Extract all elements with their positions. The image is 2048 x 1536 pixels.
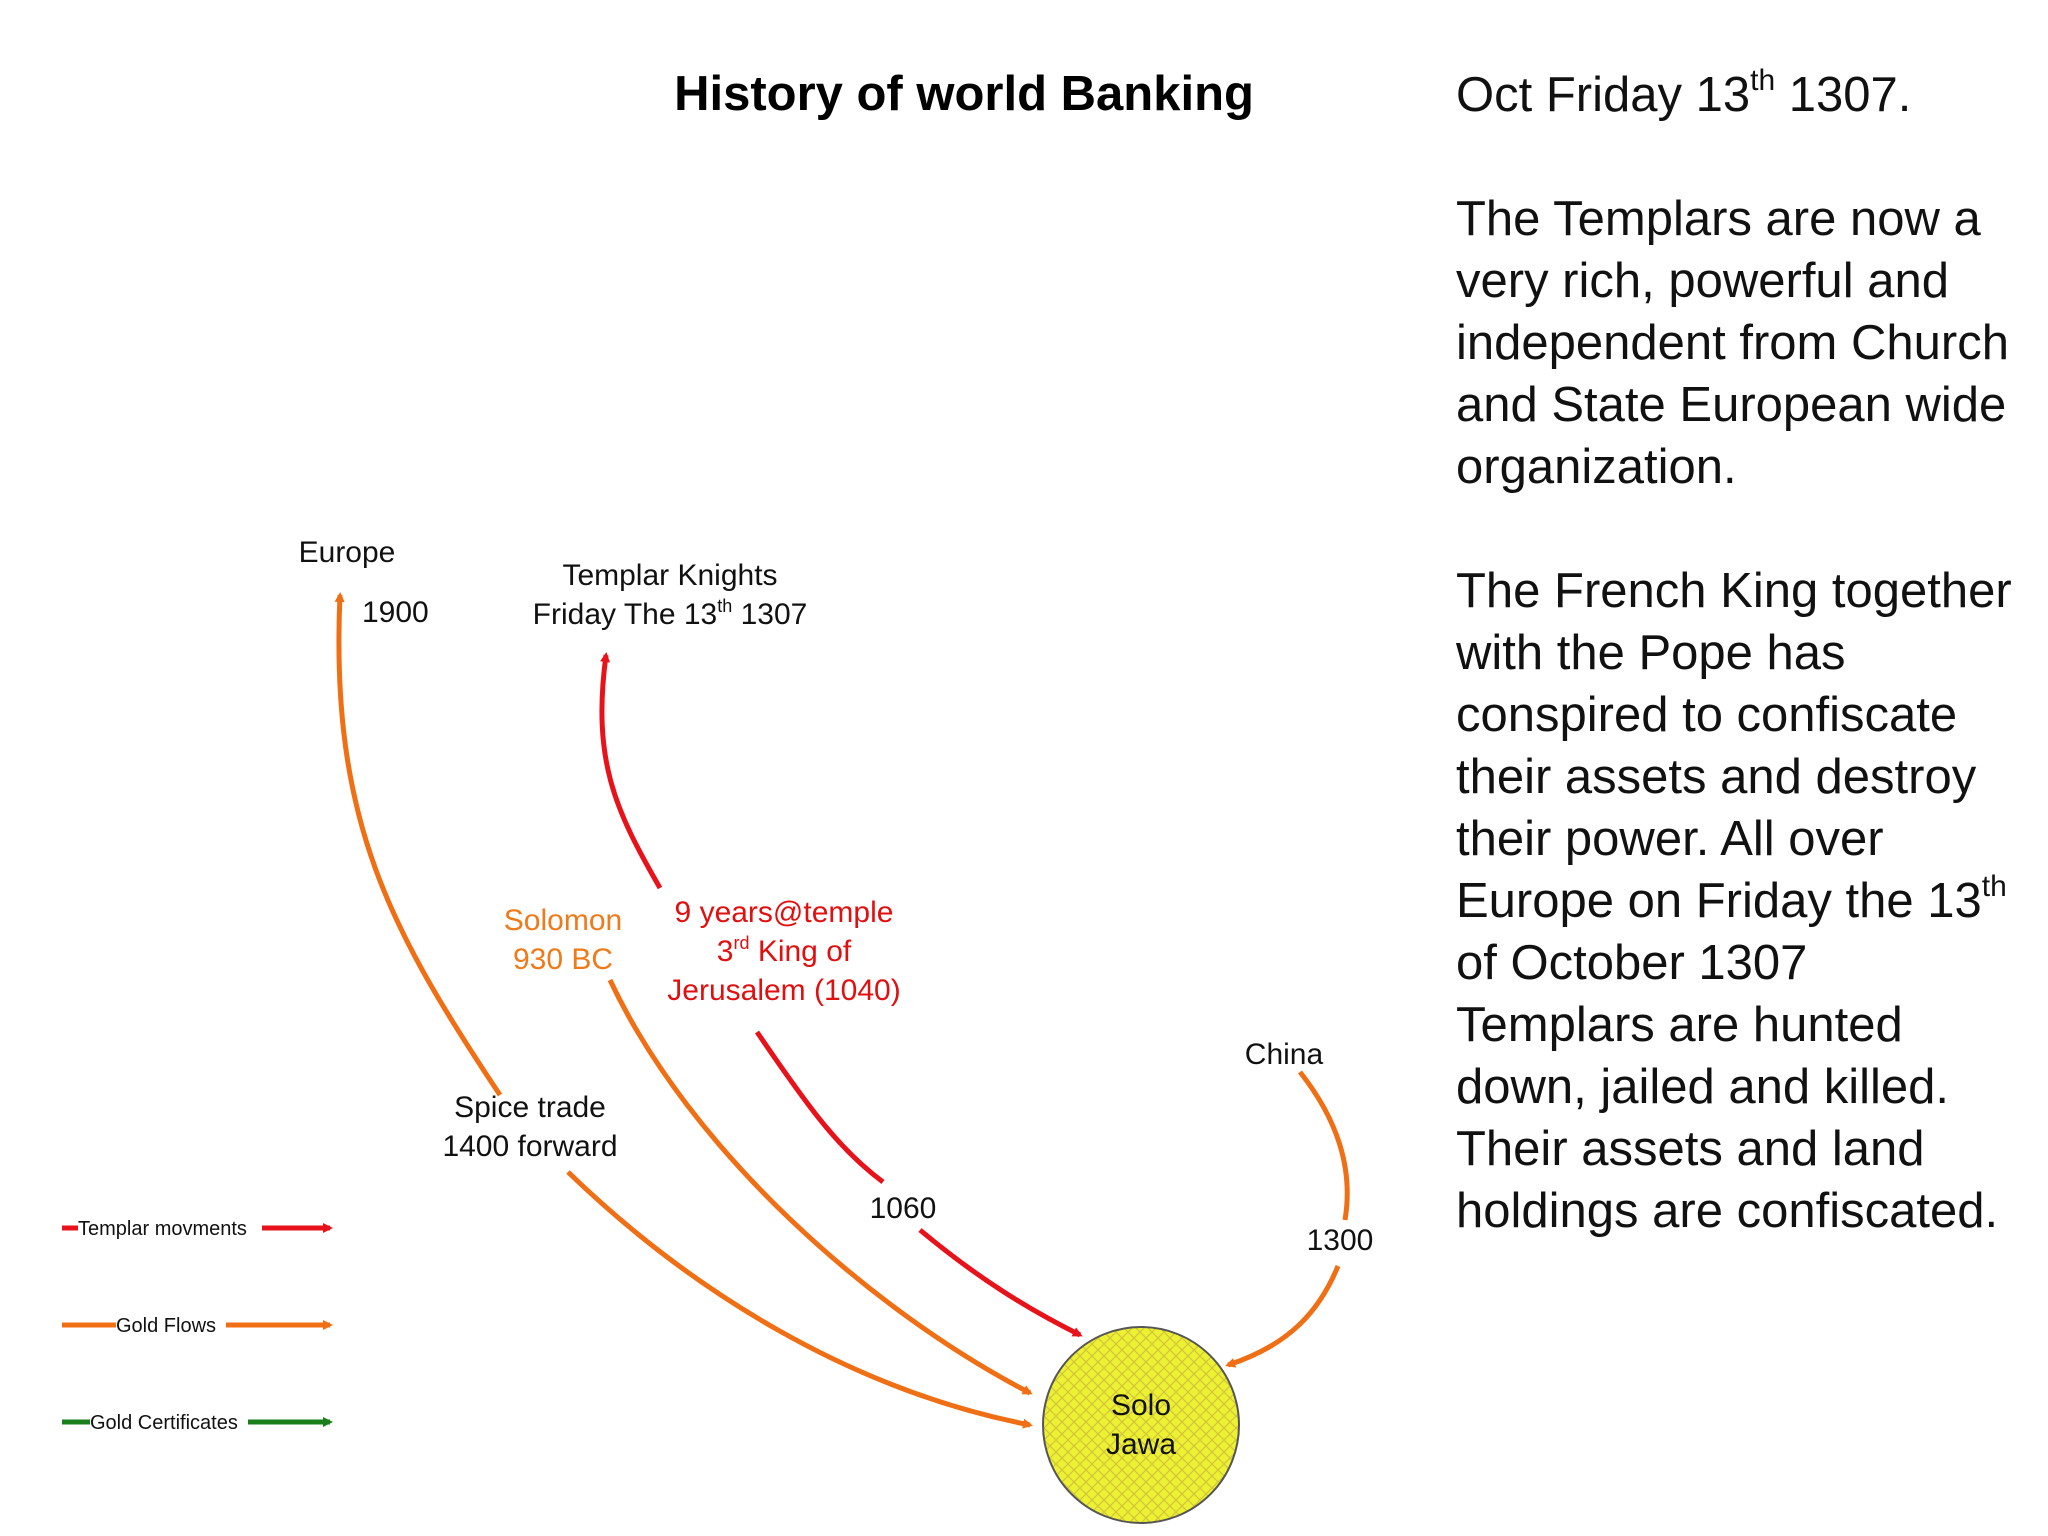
europe-year: 1900 (362, 596, 429, 629)
solo-jawa-circle (1043, 1327, 1239, 1523)
spice-forward-label: 1400 forward (442, 1130, 618, 1163)
spice-trade-label: Spice trade (454, 1091, 606, 1124)
french-king-paragraph: The French King together with the Pope has conspired to confiscate their assets and destroy their power. All over Europe on Friday the 13th of October 1307 Templars are hunted down, jailed and killed. Their assets and land holdings are confiscated. (1456, 564, 2012, 1238)
legend-gold-label: Gold Flows (116, 1315, 217, 1337)
templar-date-label: Friday The 13th 1307 (532, 596, 808, 631)
diagram-title: History of world Banking (674, 67, 1254, 121)
china-year: 1300 (1306, 1224, 1374, 1257)
arrow-1300-to-solo (1228, 1266, 1338, 1365)
templar-year: 1060 (869, 1192, 937, 1225)
europe-label: Europe (298, 536, 396, 569)
temple-years-label: 9 years@temple (674, 896, 894, 929)
china-label: China (1244, 1038, 1324, 1071)
arrow-china-to-solo (1300, 1072, 1347, 1220)
arrow-spice-to-europe (339, 595, 500, 1095)
arrow-spice-to-solo (568, 1172, 1030, 1425)
templar-knights-label: Templar Knights (562, 559, 778, 592)
templars-paragraph: The Templars are now a very rich, powerful and independent from Church and State European wide organization. (1456, 192, 2009, 494)
temple-king-label: 3rd King of (716, 933, 852, 968)
solo-label: Solo (1110, 1389, 1172, 1422)
solomon-label: Solomon (503, 904, 623, 937)
legend-certificates-label: Gold Certificates (90, 1412, 238, 1434)
side-narrative (1456, 64, 2016, 1304)
arrow-solomon-to-solo (610, 980, 1030, 1393)
date-heading: Oct Friday 13th 1307. (1456, 63, 1912, 122)
legend-templar-label: Templar movments (78, 1218, 247, 1240)
solomon-date: 930 BC (512, 943, 614, 976)
legend (62, 1214, 330, 1434)
arrow-temple-to-templar (602, 655, 660, 888)
arrow-1060-to-solo (920, 1230, 1080, 1335)
jawa-label: Jawa (1105, 1428, 1177, 1461)
temple-jerusalem-label: Jerusalem (1040) (667, 974, 901, 1007)
arrow-temple-to-solo (757, 1032, 883, 1182)
